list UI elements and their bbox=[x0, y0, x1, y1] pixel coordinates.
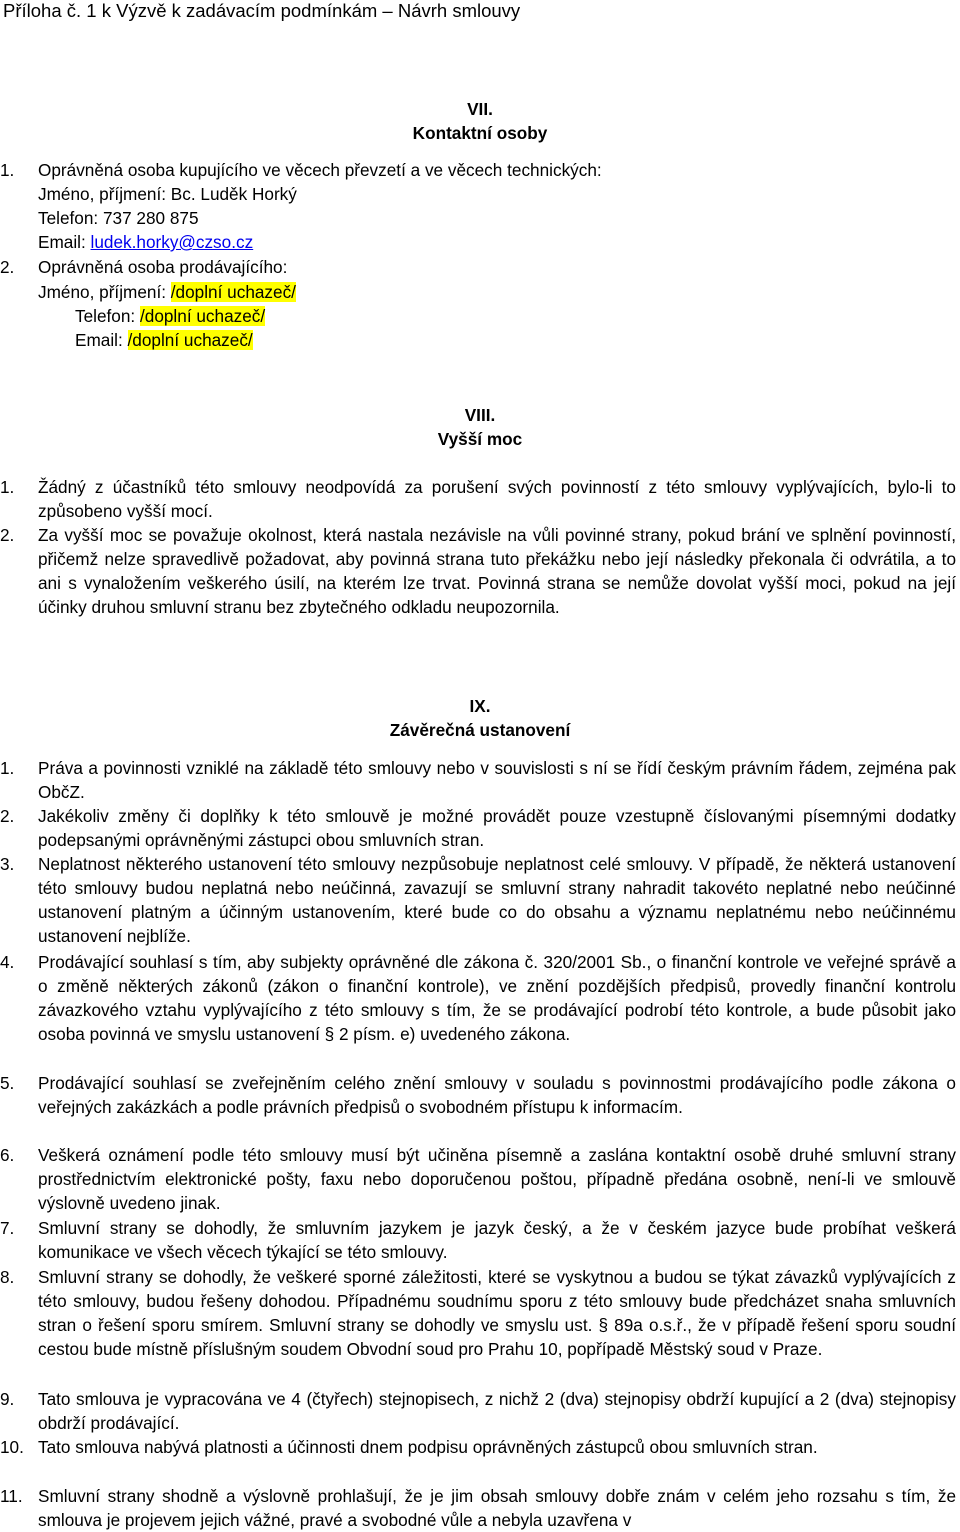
s7-item-2-name-line bbox=[38, 280, 296, 304]
clause-number: 7. bbox=[0, 1218, 15, 1238]
clause-number: 9. bbox=[0, 1389, 15, 1409]
section-9-title: Závěrečná ustanovení bbox=[389, 720, 571, 740]
clause-text: Neplatnost některého ustanovení této smlouvy nezpůsobuje neplatnost celé smlouvy. V případě, že některá ustanovení této smlouvy budou neplatná nebo neúčinná, zavazují se smluvní strany nahradit takovéto neplatné nebo neúčinné ustanovení platným a účinným ustanovením, které bude co do obsahu a významu neplatnému nebo neúčinnému ustanovení nejblíže. bbox=[38, 854, 956, 947]
section-7-title: Kontaktní osoby bbox=[412, 123, 548, 143]
clause-number: 1. bbox=[0, 758, 15, 778]
s7-item-1-number: 1. bbox=[0, 160, 15, 180]
section-8-title: Vyšší moc bbox=[437, 429, 523, 449]
clause-number: 8. bbox=[0, 1267, 15, 1287]
clause-text: Tato smlouva nabývá platnosti a účinnosti dnem podpisu oprávněných zástupců obou smluvních stran. bbox=[38, 1437, 818, 1457]
clause-number: 5. bbox=[0, 1073, 15, 1093]
section-8-number: VIII. bbox=[464, 405, 496, 425]
clause-text: Jakékoliv změny či doplňky k této smlouvě je možné provádět pouze vzestupně číslovanými písemnými dodatky podepsanými oprávněnými zástupci obou smluvních stran. bbox=[38, 806, 956, 851]
clause-number: 2. bbox=[0, 806, 15, 826]
s7-item-2-phone-line bbox=[75, 304, 265, 328]
s7-item-1-label: Oprávněná osoba kupujícího ve věcech převzetí a ve věcech technických: bbox=[38, 160, 602, 180]
clause-number: 1. bbox=[0, 477, 15, 497]
clause-number: 11. bbox=[0, 1486, 23, 1506]
clause-text: Žádný z účastníků této smlouvy neodpovídá za porušení svých povinností z této smlouvy vyplývajících, bylo-li to způsobeno vyšší mocí. bbox=[38, 477, 956, 522]
clause-number: 3. bbox=[0, 854, 15, 874]
clause-number: 2. bbox=[0, 525, 15, 545]
s7-item-2-label: Oprávněná osoba prodávajícího: bbox=[38, 257, 288, 277]
email-label: Email: bbox=[75, 330, 128, 350]
section-7-number: VII. bbox=[467, 99, 493, 119]
clause-text: Smluvní strany shodně a výslovně prohlašují, že je jim obsah smlouvy dobře znám v celém jeho rozsahu s tím, že smlouva je projevem jejich vážné, pravé a svobodné vůle a nebyla uzavřena v bbox=[38, 1486, 956, 1531]
clause-text: Prodávající souhlasí s tím, aby subjekty oprávněné dle zákona č. 320/2001 Sb., o finanční kontrole ve veřejné správě a o změně některých zákonů (zákon o finanční kontrole), ve znění pozdějších předpisů, provedly finanční kontrolu závazkového vztahu vyplývajícího z této smlouvy s tím, že se prodávající podrobí této kontrole, a bude působit jako osoba povinná ve smyslu ustanovení § 2 písm. e) uvedeného zákona. bbox=[38, 952, 956, 1045]
s7-item-1-phone: Telefon: 737 280 875 bbox=[38, 208, 199, 228]
clause-text: Smluvní strany se dohodly, že smluvním jazykem je jazyk český, a že v českém jazyce bude probíhat veškerá komunikace ve všech věcech týkající se této smlouvy. bbox=[38, 1218, 956, 1263]
s7-item-2-number: 2. bbox=[0, 257, 15, 277]
s7-item-2-email-line bbox=[75, 328, 253, 352]
clause-text: Veškerá oznámení podle této smlouvy musí být učiněna písemně a zaslána kontaktní osobě druhé smluvní strany prostřednictvím elektronické pošty, faxu nebo doporučenou poštou, případně předána osobně, není-li ve smlouvě výslovně uvedeno jinak. bbox=[38, 1145, 956, 1214]
section-9-number: IX. bbox=[469, 696, 491, 716]
placeholder-highlight: /doplní uchazeč/ bbox=[127, 330, 253, 350]
name-label: Jméno, příjmení: bbox=[38, 282, 171, 302]
s7-item-1-email-line bbox=[38, 230, 253, 254]
clause-text: Práva a povinnosti vzniklé na základě této smlouvy nebo v souvislosti s ní se řídí českým právním řádem, zejména pak ObčZ. bbox=[38, 758, 956, 803]
clause-number: 4. bbox=[0, 952, 15, 972]
clause-text: Smluvní strany se dohodly, že veškeré sporné záležitosti, které se vyskytnou a budou se týkat závazků vyplývajících z této smlouvy, budou řešeny dohodou. Případnému soudnímu sporu z této smlouvy bude předcházet snaha smluvních stran o řešení sporu smírem. Smluvní strany se dohodly ve smyslu ust. § 89a o.s.ř., že v případě řešení sporu soudní cestou bude místně příslušným soudem Obvodní soud pro Prahu 10, popřípadě Městský soud v Praze. bbox=[38, 1267, 956, 1360]
placeholder-highlight: /doplní uchazeč/ bbox=[139, 306, 266, 326]
clause-text: Tato smlouva je vypracována ve 4 (čtyřech) stejnopisech, z nichž 2 (dva) stejnopisy obdrží kupující a 2 (dva) stejnopisy obdrží prodávající. bbox=[38, 1389, 956, 1434]
email-label: Email: bbox=[38, 232, 91, 252]
clause-text: Prodávající souhlasí se zveřejněním celého znění smlouvy v souladu s povinnostmi prodávajícího podle zákona o veřejných zakázkách a podle právních předpisů o svobodném přístupu k informacím. bbox=[38, 1073, 956, 1118]
placeholder-highlight: /doplní uchazeč/ bbox=[170, 282, 296, 302]
phone-label: Telefon: bbox=[75, 306, 140, 326]
s7-item-1-name: Jméno, příjmení: Bc. Luděk Horký bbox=[38, 184, 297, 204]
email-link[interactable]: ludek.horky@czso.cz bbox=[90, 232, 254, 252]
clause-number: 10. bbox=[0, 1437, 24, 1457]
clause-number: 6. bbox=[0, 1145, 15, 1165]
page-header: Příloha č. 1 k Výzvě k zadávacím podmínkám – Návrh smlouvy bbox=[3, 0, 521, 21]
clause-text: Za vyšší moc se považuje okolnost, která nastala nezávisle na vůli povinné strany, pokud brání ve splnění povinností, přičemž nelze spravedlivě požadovat, aby povinná strana tuto překážku nebo její následky překonala či odvrátila, a to ani s vynaložením veškerého úsilí, na kterém lze trvat. Povinná strana se nemůže dovolat vyšší moci, pokud na její účinky druhou smluvní stranu bez zbytečného odkladu neupozornila. bbox=[38, 525, 956, 618]
